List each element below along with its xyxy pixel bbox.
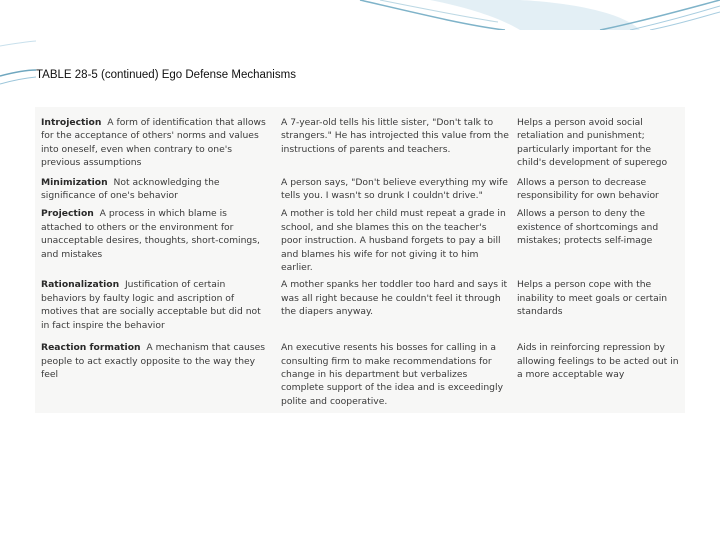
table-row — [35, 107, 685, 176]
definition-text: Justification of certain behaviors by faulty logic and ascription of motives that are socially acceptable but did not in fact inspire the behavior — [41, 279, 261, 331]
example-cell: An executive resents his bosses for calling in a consulting firm to make recommendations for change in his department but verbalizes complete support of the idea and is exceedingly polite and cooperative. — [281, 342, 504, 407]
definition-cell — [35, 176, 275, 208]
table-row — [35, 278, 685, 341]
table-row — [35, 207, 685, 278]
mechanisms-table — [35, 107, 685, 411]
definition-text: A form of identification that allows for the acceptance of others' norms and values into oneself, even when contrary to one's previous assumptions — [41, 117, 266, 169]
outcome-cell: Allows a person to decrease responsibility for own behavior — [517, 176, 659, 202]
definition-cell — [35, 107, 275, 176]
example-cell: A person says, "Don't believe everything my wife tells you. I wasn't so drunk I couldn't drive." — [281, 176, 508, 202]
outcome-cell: Aids in reinforcing repression by allowing feelings to be acted out in a more acceptable way — [517, 342, 679, 380]
definition-text: Not acknowledging the significance of one's behavior — [41, 176, 220, 202]
definition-cell — [35, 341, 275, 411]
term-label: Rationalization — [41, 279, 120, 291]
outcome-cell: Helps a person cope with the inability to meet goals or certain standards — [517, 279, 668, 318]
term-label: Reaction formation — [41, 342, 141, 354]
definition-cell — [35, 278, 275, 341]
example-cell: A mother is told her child must repeat a grade in school, and she blames this on the teacher's poor instruction. A husband forgets to pay a bill and blames his wife for not giving it to him earlier. — [281, 208, 506, 274]
title-band — [36, 30, 684, 100]
example-cell: A mother spanks her toddler too hard and says it was all right because he couldn't feel it through the diapers anyway. — [281, 279, 508, 318]
outcome-cell: Allows a person to deny the existence of shortcomings and mistakes; protects self-image — [517, 208, 659, 247]
table-row — [35, 341, 685, 411]
example-cell: A 7-year-old tells his little sister, "Don't talk to strangers." He has introjected this value from the instructions of parents and teachers. — [281, 117, 509, 155]
outcome-cell: Helps a person avoid social retaliation and punishment; particularly important for the child's development of superego — [517, 117, 668, 169]
definition-cell — [35, 207, 275, 278]
defense-mechanisms-table — [35, 107, 685, 413]
definition-text: A mechanism that causes people to act exactly opposite to the way they feel — [41, 342, 266, 380]
slide-title: TABLE 28-5 (continued) Ego Defense Mechanisms — [36, 69, 296, 81]
definition-text: A process in which blame is attached to others or the environment for unacceptable desires, thoughts, short-comings, and mistakes — [41, 208, 260, 260]
table-row — [35, 176, 685, 208]
term-label: Minimization — [41, 176, 108, 188]
term-label: Introjection — [41, 117, 102, 128]
term-label: Projection — [41, 208, 94, 220]
